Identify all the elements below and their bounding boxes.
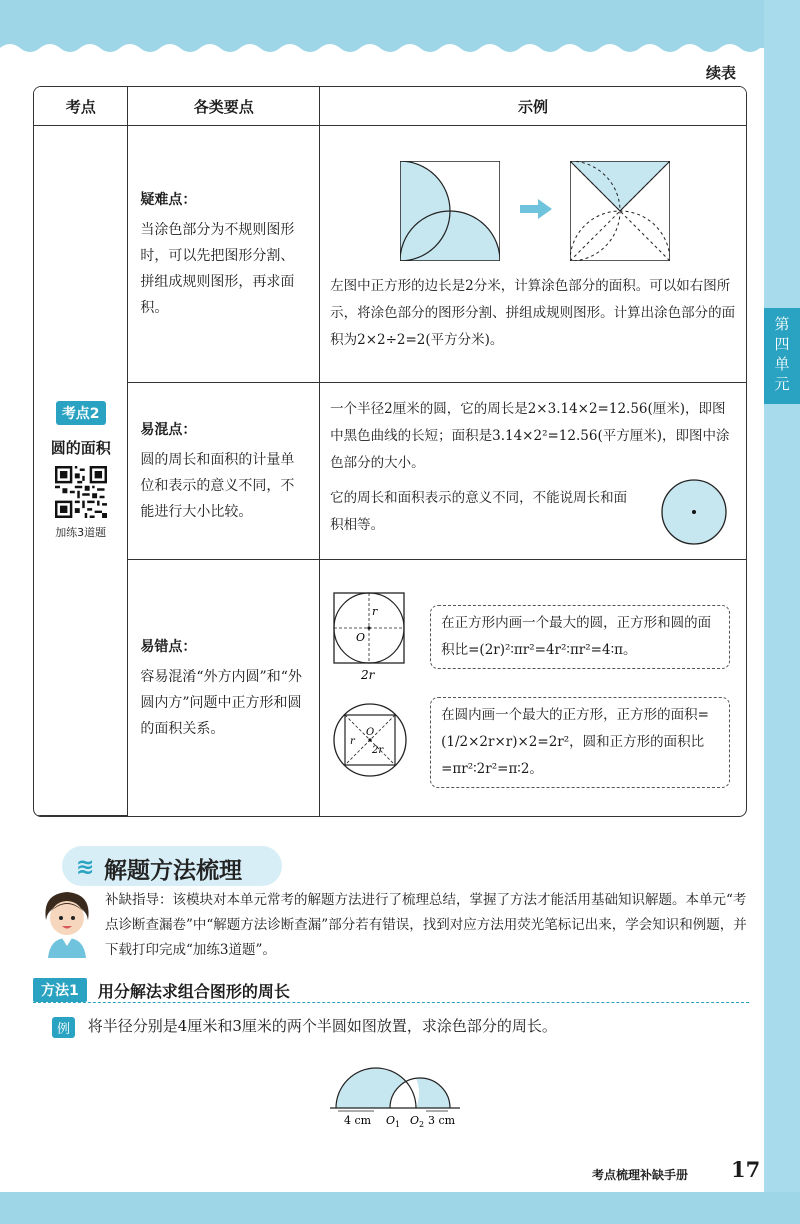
fig-label-r: r <box>372 604 378 618</box>
point-heading: 疑难点： <box>140 192 197 208</box>
point-text: 当涂色部分为不规则图形时，可以先把图形分割、拼组成规则图形，再求面积。 <box>140 222 295 316</box>
side-tab-char: 第 <box>774 315 790 333</box>
points-cell <box>128 383 320 560</box>
table-row <box>34 383 746 560</box>
example-text: 一个半径2厘米的圆，它的周长是2×3.14×2=12.56(厘米)，即图中黑色曲线的长短；面积是3.14×2²=12.56(平方厘米)，即图中涂色部分的大小。 <box>330 400 730 471</box>
guide-text: 补缺指导：该模块对本单元常考的解题方法进行了梳理总结，掌握了方法才能活用基础知识解题。本单元“考点诊断查漏卷”中“解题方法诊断查漏”部分若有错误，找到对应方法用荧光笔标记出来，学会知识和例题，并下载打印完成“加练3道题”。 <box>105 892 747 958</box>
method-title: 用分解法求组合图形的周长 <box>97 981 290 1001</box>
fig-label-2r: 2r <box>372 745 384 756</box>
section-title <box>62 846 282 886</box>
square-with-inscribed-circle <box>330 589 414 685</box>
arrow-right-icon <box>520 199 552 219</box>
example-text: 它的周长和面积表示的意义不同，不能说周长和面积相等。 <box>330 489 628 533</box>
fig-label-o: O <box>366 727 375 738</box>
girl-avatar-icon <box>36 886 98 958</box>
points-cell <box>128 560 320 816</box>
qr-caption: 加练3道题 <box>55 526 107 539</box>
example-text: 左图中正方形的边长是2分米，计算涂色部分的面积。可以如右图所示，将涂色部分的图形分割、拼组成规则图形。计算出涂色部分的面积为2×2÷2=2(平方分米)。 <box>330 277 736 348</box>
footer-book-title: 考点梳理补缺手册 <box>592 1168 689 1182</box>
topic-badge: 考点2 <box>56 401 106 425</box>
semicircles-figure <box>330 1052 480 1128</box>
example-question: 将半径分别是4厘米和3厘米的两个半圆如图放置，求涂色部分的周长。 <box>87 1017 557 1035</box>
point-text: 容易混淆“外方内圆”和“外圆内方”问题中正方形和圆的面积关系。 <box>140 669 302 737</box>
label-o1-sub: 1 <box>395 1120 401 1128</box>
table-row <box>34 126 746 383</box>
qr-code-icon[interactable] <box>55 466 107 518</box>
fig-label-o: O <box>356 630 366 644</box>
label-o2: O <box>410 1114 420 1127</box>
top-wave-decoration <box>0 40 800 56</box>
wave-icon: ≋ <box>76 855 95 880</box>
label-3cm: 3 cm <box>428 1114 456 1127</box>
label-4cm: 4 cm <box>344 1114 372 1127</box>
example-line <box>52 1015 557 1038</box>
points-cell <box>128 126 320 383</box>
method-header <box>33 978 290 1002</box>
right-square-figure <box>570 161 670 261</box>
side-tab-char: 元 <box>774 375 790 393</box>
knowledge-table <box>33 86 747 817</box>
header-points: 各类要点 <box>128 87 320 126</box>
fig-label-r: r <box>350 736 355 747</box>
bottom-decorative-band <box>0 1192 800 1224</box>
side-tab-char: 四 <box>774 335 790 353</box>
example-cell <box>320 560 746 816</box>
point-text: 圆的周长和面积的计量单位和表示的意义不同，不能进行大小比较。 <box>140 452 295 520</box>
side-tab-char: 单 <box>774 355 790 373</box>
header-topic: 考点 <box>34 87 128 126</box>
header-example: 示例 <box>320 87 746 126</box>
circle-figure <box>654 477 734 547</box>
section-title-text: 解题方法梳理 <box>104 858 242 884</box>
left-square-figure <box>400 161 500 261</box>
dashed-note-box: 在圆内画一个最大的正方形，正方形的面积=(1/2×2r×r)×2=2r²，圆和正方形的面积比=πr²∶2r²=π∶2。 <box>430 697 730 788</box>
method-badge: 方法1 <box>33 978 87 1002</box>
label-o2-sub: 2 <box>419 1120 425 1128</box>
right-decorative-band <box>764 0 800 1224</box>
page-number: 17 <box>731 1157 761 1182</box>
table-header-row <box>34 87 746 126</box>
continued-label: 续表 <box>706 64 737 82</box>
example-badge: 例 <box>52 1017 75 1038</box>
circle-with-inscribed-square <box>330 700 414 784</box>
method-divider <box>33 1002 749 1003</box>
topic-title: 圆的面积 <box>50 439 111 457</box>
unit-side-tab[interactable] <box>764 308 800 404</box>
label-o1: O <box>386 1114 396 1127</box>
fig-label-2r: 2r <box>361 667 375 682</box>
topic-cell <box>34 126 128 816</box>
square-figures <box>330 161 736 273</box>
point-heading: 易混点： <box>140 422 197 438</box>
table-row <box>34 560 746 816</box>
point-heading: 易错点： <box>140 639 197 655</box>
dashed-note-box: 在正方形内画一个最大的圆，正方形和圆的面积比=(2r)²∶πr²=4r²∶πr²=4∶π。 <box>430 605 730 669</box>
example-cell <box>320 126 746 383</box>
example-cell <box>320 383 746 560</box>
